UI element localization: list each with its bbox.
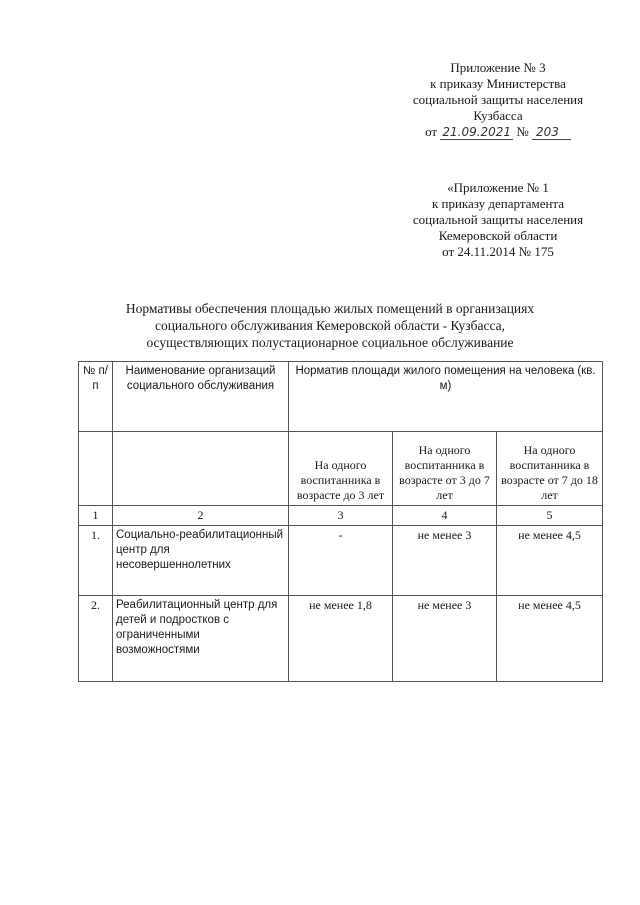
norms-table	[78, 361, 603, 682]
date-prefix: от	[425, 124, 438, 139]
row-num: 1.	[79, 526, 113, 596]
title-line2: социального обслуживания Кемеровской области - Кузбасса,	[154, 318, 506, 333]
appendix-1-line1: «Приложение № 1	[447, 180, 549, 195]
subheader-empty-num	[79, 432, 113, 506]
title-line3: осуществляющих полустационарное социальное обслуживание	[146, 335, 514, 350]
subheader-empty-name	[113, 432, 289, 506]
appendix-3-date-line	[380, 124, 616, 140]
row-name: Социально-реабилитационный центр для несовершеннолетних	[113, 526, 289, 596]
date-value-handwritten: 21.09.2021	[442, 125, 512, 139]
row-value-col5: не менее 4,5	[497, 596, 603, 682]
appendix-3-line3: социальной защиты населения	[412, 92, 584, 107]
appendix-1-line3: социальной защиты населения	[412, 212, 584, 227]
number-value-handwritten: 203	[532, 125, 571, 140]
appendix-3-line2: к приказу Министерства	[430, 76, 566, 91]
column-number-3: 3	[289, 506, 393, 526]
appendix-1-line2: к приказу департамента	[431, 196, 565, 211]
row-value-col3: не менее 1,8	[289, 596, 393, 682]
table-header-row	[79, 362, 603, 432]
row-num: 2.	[79, 596, 113, 682]
column-number-row	[79, 506, 603, 526]
appendix-1-line4: Кемеровской области	[438, 228, 558, 243]
title-line1: Нормативы обеспечения площадью жилых помещений в организациях	[125, 301, 535, 316]
header-name: Наименование организаций социального обслуживания	[113, 362, 289, 432]
row-value-col3: -	[289, 526, 393, 596]
header-norm: Норматив площади жилого помещения на человека (кв. м)	[289, 362, 603, 432]
subheader-col3: На одного воспитанника в возрасте до 3 лет	[289, 432, 393, 506]
header-num: № п/п	[79, 362, 113, 432]
row-value-col5: не менее 4,5	[497, 526, 603, 596]
column-number-5: 5	[497, 506, 603, 526]
appendix-1-line5: от 24.11.2014 № 175	[442, 244, 554, 259]
table-row	[79, 526, 603, 596]
table-row	[79, 596, 603, 682]
row-name: Реабилитационный центр для детей и подростков с ограниченными возможностями	[113, 596, 289, 682]
row-value-col4: не менее 3	[393, 526, 497, 596]
appendix-1-header	[380, 180, 616, 260]
subheader-col4: На одного воспитанника в возрасте от 3 до 7 лет	[393, 432, 497, 506]
column-number-2: 2	[113, 506, 289, 526]
table-subheader-row	[79, 432, 603, 506]
column-number-4: 4	[393, 506, 497, 526]
appendix-3-line4: Кузбасса	[473, 108, 523, 123]
appendix-3-line1: Приложение № 3	[450, 60, 546, 75]
subheader-col5: На одного воспитанника в возрасте от 7 до 18 лет	[497, 432, 603, 506]
number-prefix: №	[516, 124, 529, 139]
column-number-1: 1	[79, 506, 113, 526]
document-title	[86, 300, 574, 351]
row-value-col4: не менее 3	[393, 596, 497, 682]
appendix-3-header	[380, 60, 616, 140]
